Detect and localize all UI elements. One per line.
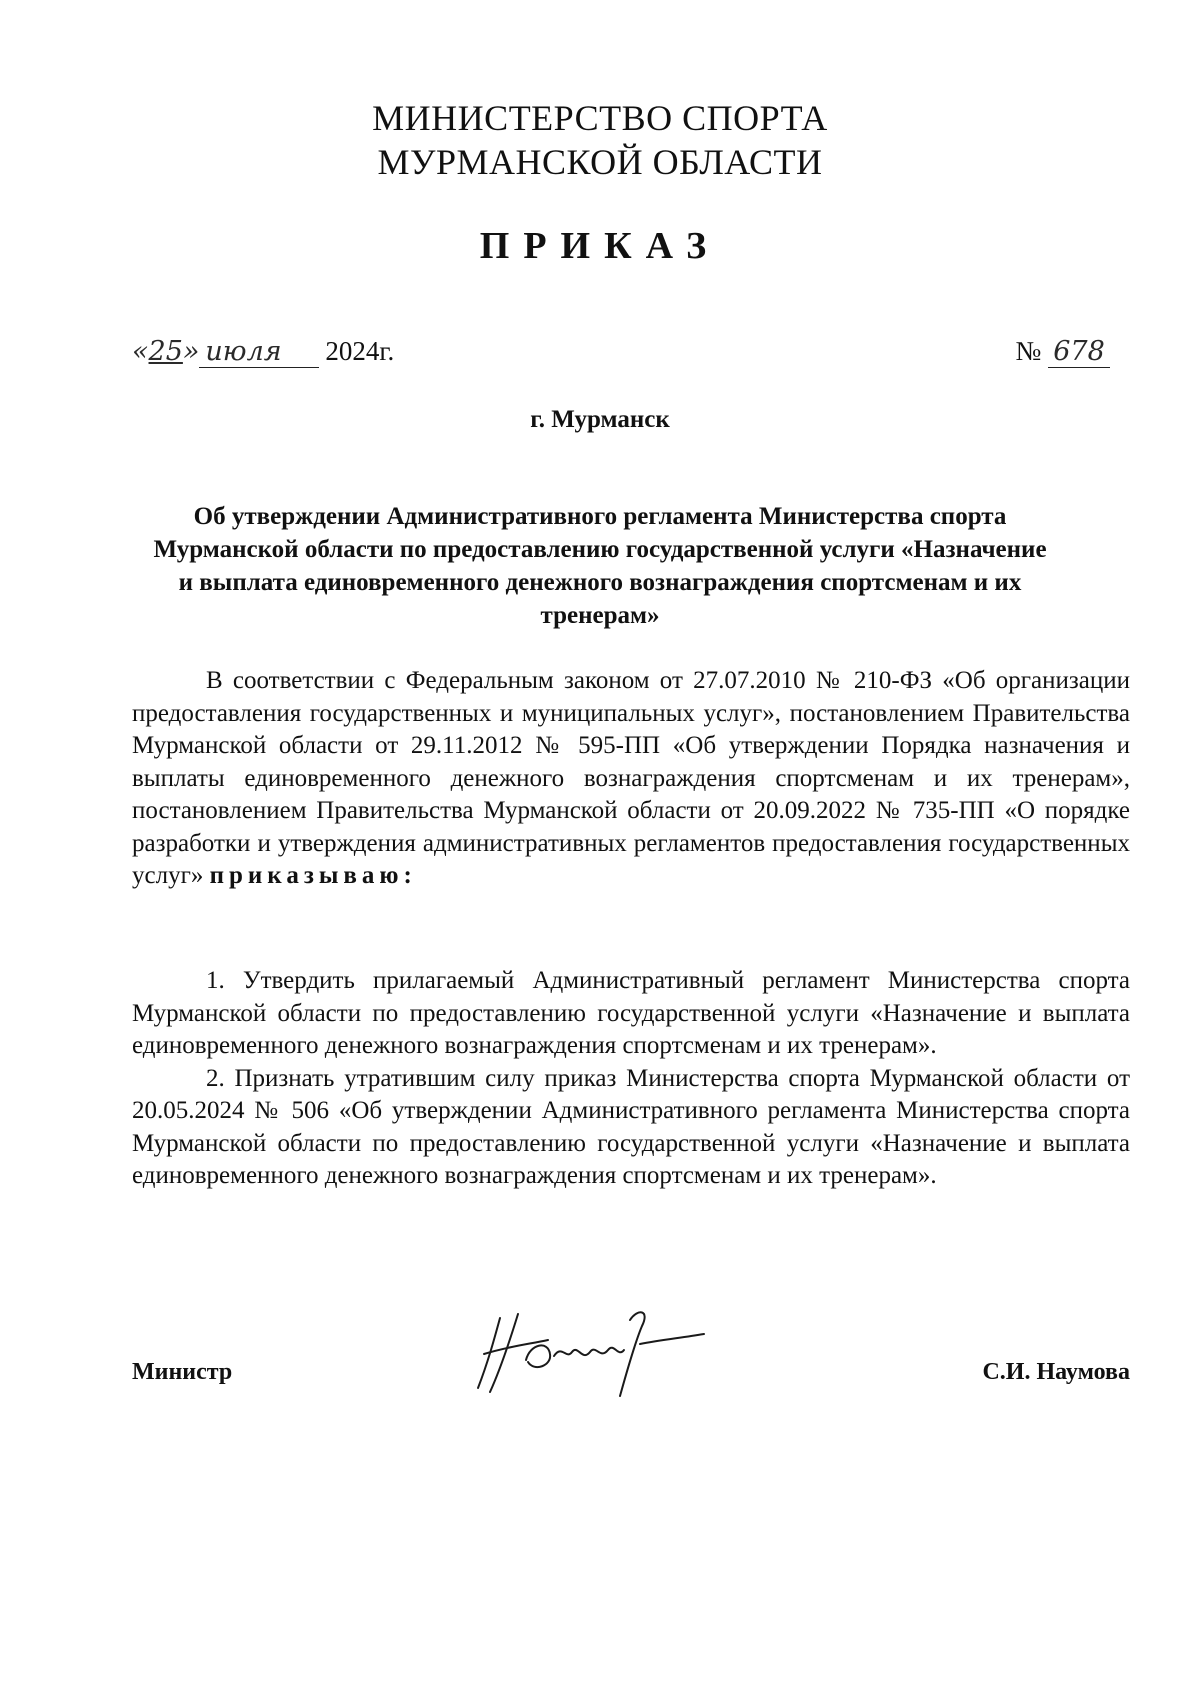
- ministry-name-line2: МУРМАНСКОЙ ОБЛАСТИ: [377, 142, 823, 182]
- order-item-1: 1. Утвердить прилагаемый Административный регламент Министерства спорта Мурманской области по предоставлению государственной услуги «Назначение и выплата единовременного денежного вознаграждения спортсменам и их тренерам».: [132, 967, 1130, 1059]
- number-value: 678: [1048, 336, 1110, 368]
- command-word: приказываю:: [209, 862, 417, 889]
- ministry-name: [0, 96, 1200, 184]
- signatory-role: Министр: [132, 1359, 233, 1385]
- order-number: [1015, 336, 1110, 368]
- intro-paragraph: [132, 665, 1130, 893]
- intro-text: В соответствии с Федеральным законом от 27.07.2010 № 210-ФЗ «Об организации предоставления государственных и муниципальных услуг», постановлением Правительства Мурманской области от 29.11.2012 № 595-ПП «Об утверждении Порядка назначения и выплаты единовременного денежного вознаграждения спортсменам и их тренерам», постановлением Правительства Мурманской области от 20.09.2022 № 735-ПП «О порядке разработки и утверждения административных регламентов предоставления государственных услуг»: [132, 667, 1130, 889]
- order-title: ПРИКАЗ: [479, 225, 721, 267]
- order-item-2: 2. Признать утратившим силу приказ Министерства спорта Мурманской области от 20.05.2024 № 506 «Об утверждении Административного регламента Министерства спорта Мурманской области по предоставлению государственной услуги «Назначение и выплата единовременного денежного вознаграждения спортсменам и их тренерам».: [132, 1064, 1130, 1189]
- signatory-name: С.И. Наумова: [982, 1359, 1130, 1385]
- date-year: 2024г.: [325, 336, 395, 366]
- date-day: 25: [148, 336, 183, 367]
- number-label: №: [1015, 336, 1042, 366]
- order-items: [132, 965, 1130, 1193]
- city: г. Мурманск: [530, 406, 670, 433]
- date-quote-close: »: [182, 336, 200, 367]
- handwritten-signature: [470, 1300, 710, 1400]
- order-subject: Об утверждении Административного регламента Министерства спорта Мурманской области по предоставлению государственной услуги «Назначение и выплата единовременного денежного вознаграждения спортсменам и их тренерам»: [153, 503, 1047, 629]
- date-quote-open: «: [132, 336, 149, 367]
- ministry-name-line1: МИНИСТЕРСТВО СПОРТА: [372, 98, 828, 138]
- date-month-handwritten: июля: [199, 336, 319, 368]
- order-date: [132, 336, 394, 368]
